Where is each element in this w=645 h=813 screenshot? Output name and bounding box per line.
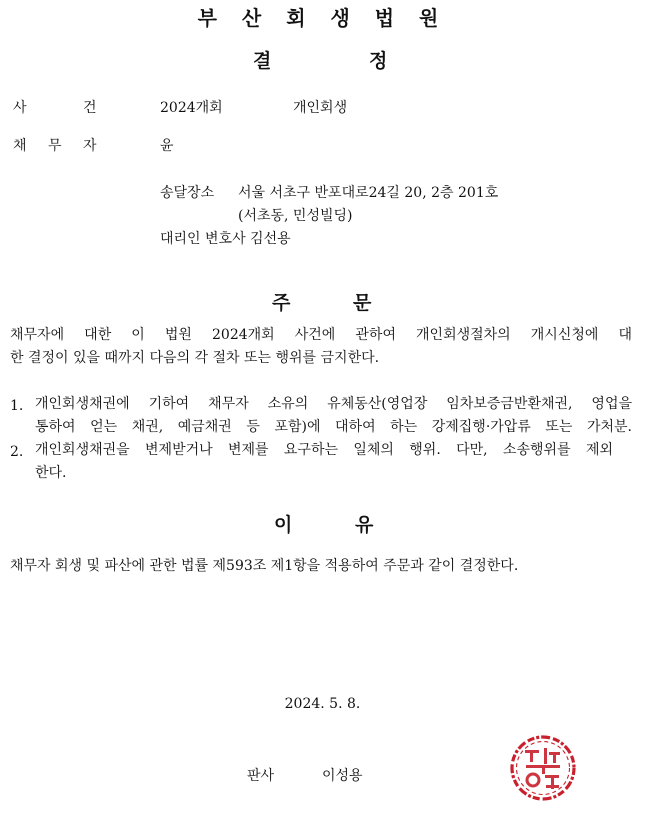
order-heading-char-1: 주 xyxy=(272,292,291,314)
debtor-label-char-1: 채 xyxy=(13,138,27,154)
order-item-2-line-2: 한다. xyxy=(35,465,67,481)
decision-date: 2024. 5. 8. xyxy=(284,696,361,712)
delivery-label: 송달장소 xyxy=(160,185,215,201)
court-title: 부 산 회 생 법 원 xyxy=(197,6,448,30)
order-item-2-number: 2. xyxy=(10,444,24,460)
doc-type-char-2: 정 xyxy=(369,50,388,72)
reason-heading-char-2: 유 xyxy=(355,514,374,536)
order-item-1-number: 1. xyxy=(10,398,24,414)
judge-seal xyxy=(508,733,578,803)
case-label-char-1: 사 xyxy=(13,100,27,116)
agent-line: 대리인 변호사 김선용 xyxy=(160,231,291,247)
delivery-address-line-2: (서초동, 민성빌딩) xyxy=(238,208,353,224)
judge-name: 이성용 xyxy=(322,768,363,784)
reason-text: 채무자 회생 및 파산에 관한 법률 제593조 제1항을 적용하여 주문과 같이 결정한다. xyxy=(10,558,519,574)
order-item-2 xyxy=(35,439,613,485)
judge-title: 판사 xyxy=(247,768,275,784)
debtor-label-char-3: 자 xyxy=(83,138,97,154)
reason-heading-char-1: 이 xyxy=(274,514,293,536)
order-item-1 xyxy=(35,393,632,439)
order-intro-line-1: 채무자에 대한 이 법원 2024개회 사건에 관하여 개인회생절차의 개시신청에 대 xyxy=(10,327,632,343)
delivery-address-line-1: 서울 서초구 반포대로24길 20, 2층 201호 xyxy=(238,185,499,201)
case-number: 2024개회 xyxy=(160,100,223,116)
debtor-name: 윤 xyxy=(160,138,174,154)
order-intro-line-2: 한 결정이 있을 때까지 다음의 각 절차 또는 행위를 금지한다. xyxy=(10,350,380,366)
debtor-label-char-2: 무 xyxy=(48,138,62,154)
order-item-1-line-2: 통하여 얻는 채권, 예금채권 등 포함)에 대하여 하는 강제집행·가압류 또는 가처분. xyxy=(35,419,632,435)
case-name: 개인회생 xyxy=(293,100,348,116)
order-item-2-line-1: 개인회생채권을 변제받거나 변제를 요구하는 일체의 행위. 다만, 소송행위를 제외 xyxy=(35,442,613,458)
order-intro xyxy=(10,324,632,370)
order-heading-char-2: 문 xyxy=(353,292,372,314)
order-item-1-line-1: 개인회생채권에 기하여 채무자 소유의 유체동산(영업장 임차보증금반환채권, 영업을 xyxy=(35,396,632,412)
case-label-char-2: 건 xyxy=(83,100,97,116)
doc-type-char-1: 결 xyxy=(253,50,272,72)
